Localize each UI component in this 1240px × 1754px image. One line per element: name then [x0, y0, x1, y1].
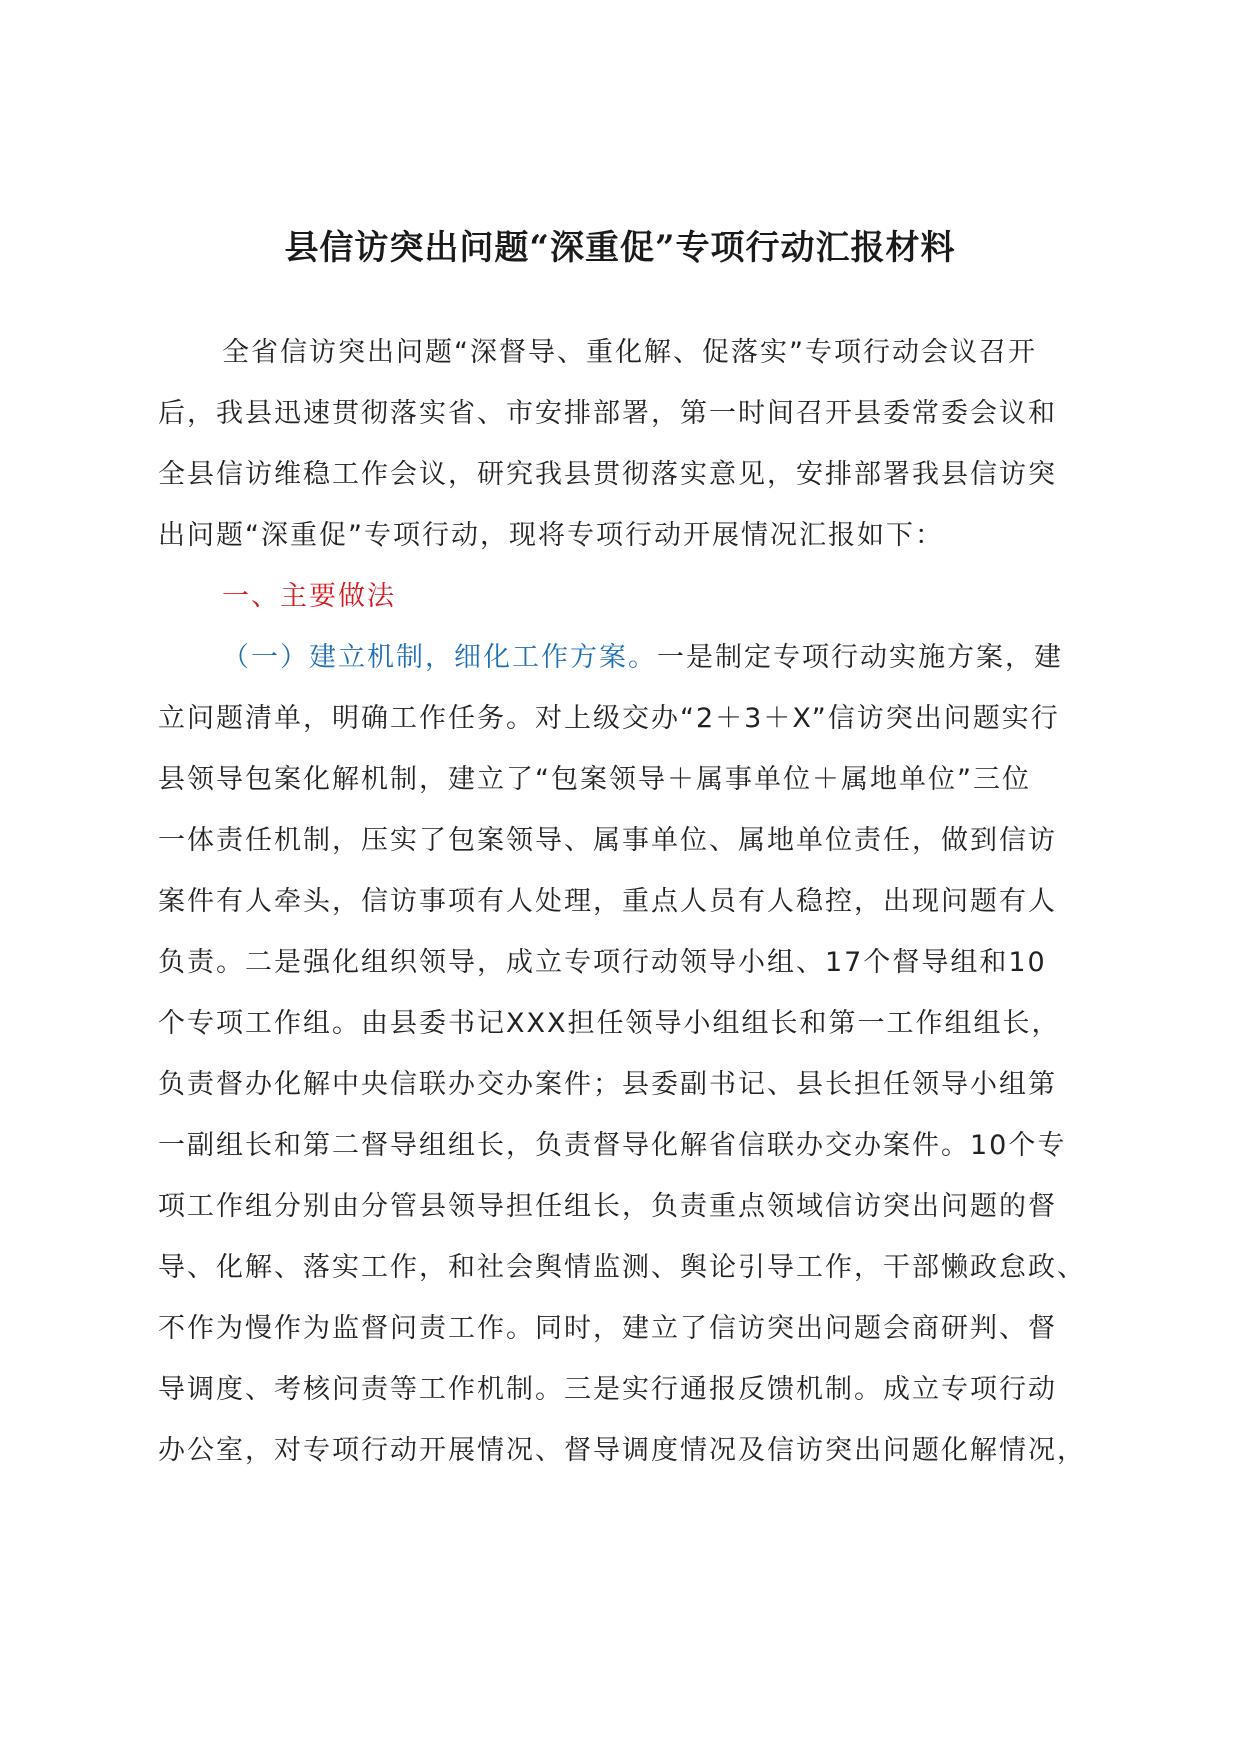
- paragraph-line: 一副组长和第二督导组组长，负责督导化解省信联办交办案件。10个专: [158, 1130, 1067, 1161]
- intro-line: 全省信访突出问题“深督导、重化解、促落实”专项行动会议召开: [222, 337, 1037, 368]
- paragraph-line: 负责督办化解中央信联办交办案件；县委副书记、县长担任领导小组第: [158, 1069, 1057, 1100]
- paragraph-line: 一体责任机制，压实了包案领导、属事单位、属地单位责任，做到信访: [158, 825, 1057, 856]
- paragraph-line: 案件有人牵头，信访事项有人处理，重点人员有人稳控，出现问题有人: [158, 886, 1057, 917]
- section-heading: 一、主要做法: [222, 581, 396, 612]
- intro-line: 出问题“深重促”专项行动，现将专项行动开展情况汇报如下：: [158, 520, 944, 551]
- paragraph-line: 立问题清单，明确工作任务。对上级交办“2＋3＋X”信访突出问题实行: [158, 703, 1060, 734]
- subsection-heading: （一）建立机制，细化工作方案。: [222, 642, 657, 673]
- paragraph-line: 不作为慢作为监督问责工作。同时，建立了信访突出问题会商研判、督: [158, 1313, 1057, 1344]
- paragraph-line: 导调度、考核问责等工作机制。三是实行通报反馈机制。成立专项行动: [158, 1374, 1057, 1405]
- paragraph-text: 一是制定专项行动实施方案，建: [657, 642, 1063, 673]
- paragraph-line: 项工作组分别由分管县领导担任组长，负责重点领域信访突出问题的督: [158, 1191, 1057, 1222]
- paragraph-line: 办公室，对专项行动开展情况、督导调度情况及信访突出问题化解情况，: [158, 1435, 1086, 1466]
- subsection-first-line: [158, 627, 1082, 688]
- paragraph-line: 个专项工作组。由县委书记XXX担任领导小组组长和第一工作组组长，: [158, 1008, 1061, 1039]
- paragraph-line: 县领导包案化解机制，建立了“包案领导＋属事单位＋属地单位”三位: [158, 764, 1031, 795]
- intro-line: 全县信访维稳工作会议，研究我县贯彻落实意见，安排部署我县信访突: [158, 459, 1057, 490]
- intro-line: 后，我县迅速贯彻落实省、市安排部署，第一时间召开县委常委会议和: [158, 398, 1057, 429]
- paragraph-line: 导、化解、落实工作，和社会舆情监测、舆论引导工作，干部懒政怠政、: [158, 1252, 1086, 1283]
- document-body: [158, 322, 1086, 1481]
- document-title: 县信访突出问题“深重促”专项行动汇报材料: [284, 228, 956, 268]
- paragraph-line: 负责。二是强化组织领导，成立专项行动领导小组、17个督导组和10: [158, 947, 1047, 978]
